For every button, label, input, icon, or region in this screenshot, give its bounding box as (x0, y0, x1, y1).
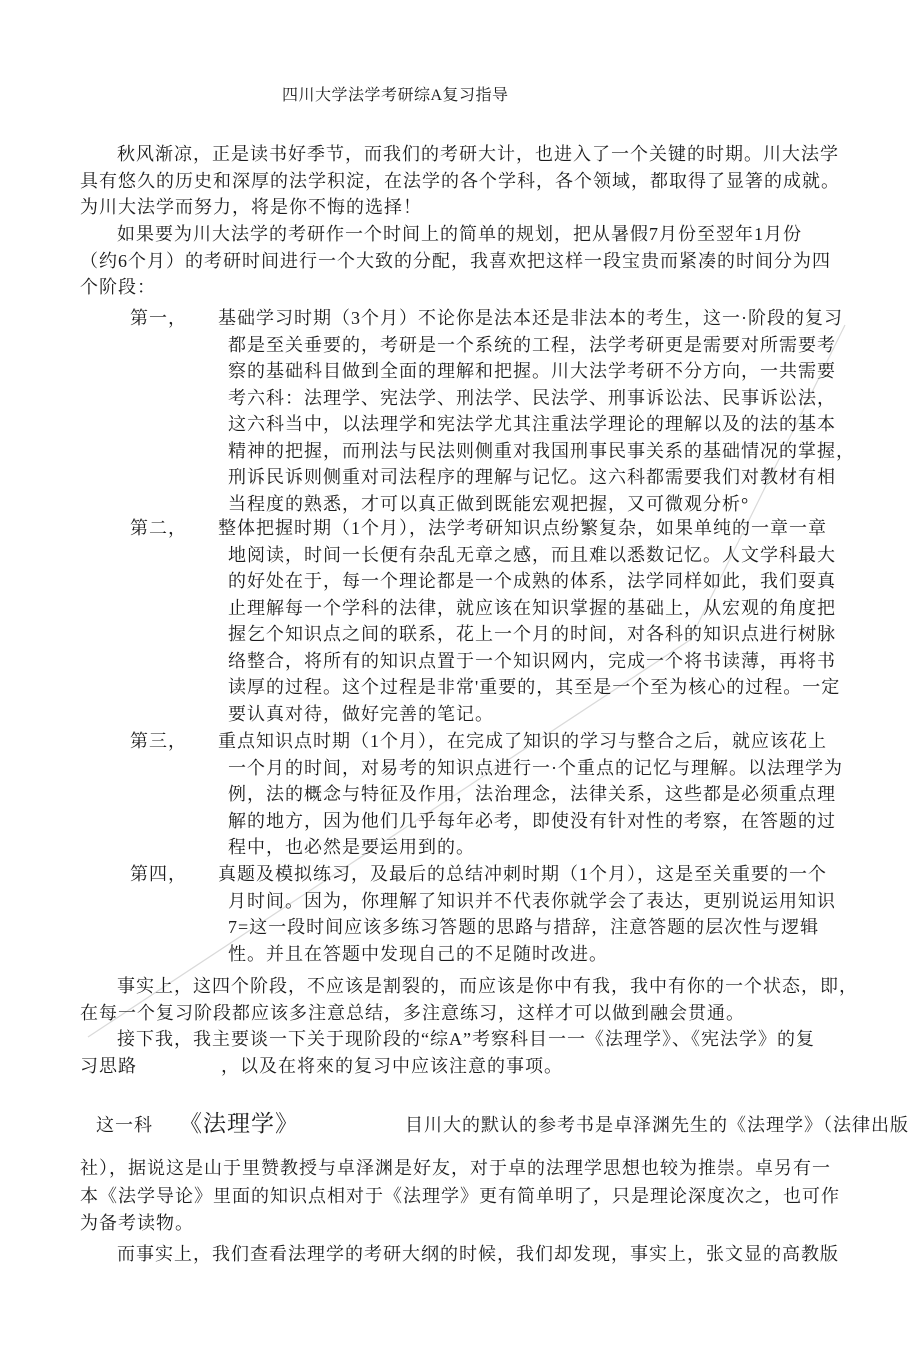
text-line: （约6个月）的考研时间进行一个大致的分配，我喜欢把这样一段宝贵而紧凑的时间分为四 (80, 250, 831, 271)
paragraph-reference-books (80, 1155, 852, 1238)
text-line: 接下我，我主要谈一下关于现阶段的“综A”考察科目一一《法理学》、《宪法学》的复 (117, 1029, 815, 1049)
list-item-number: 第三， (130, 731, 187, 751)
paragraph-plan (80, 221, 852, 301)
text-line: 读厚的过程。这个过程是非常'重要的，其至是一个至为核心的过程。一定 (228, 677, 841, 697)
text-line: 为川大法学而努力，将是你不悔的选择！ (80, 197, 422, 217)
text-line: 刑诉民诉则侧重对司法程序的理解与记忆。这六科都需要我们对教材有相 (228, 467, 836, 487)
text-line: 止理解每一个学科的法律，就应该在知识掌握的基础上，从宏观的角度把 (228, 597, 836, 618)
text-line: 解的地方，因为他们几乎每年必考，即使没有针对性的考察，在答题的过 (228, 810, 836, 831)
list-item-stage-1 (80, 305, 855, 517)
text-line: 7=这一段时间应该多练习答题的思路与措辞，注意答题的层次性与逻辑 (228, 917, 820, 937)
text-fragment: 习思路 (80, 1055, 137, 1076)
paragraph-transition (80, 1026, 852, 1079)
text-line: 一个月的时间，对易考的知识点进行一·个重点的记忆与理解。以法理学为 (228, 757, 843, 778)
list-item-stage-2 (80, 515, 852, 727)
text-line: 要认真对待，做好完善的笔记。 (228, 703, 494, 724)
text-line: 考六科：法理学、宪法学、刑法学、民法学、刑事诉讼法、民事诉讼法， (228, 387, 836, 408)
text-line: 程中，也必然是要运用到的。 (228, 837, 475, 857)
book-title: 《法理学》 (179, 1111, 299, 1136)
text-line: 事实上，这四个阶段，不应该是割裂的，而应该是你中有我，我中有你的一个状态，即， (117, 976, 858, 996)
text-line: 都是至关垂要的，考研是一个系统的工程，法学考研更是需要对所需要考 (228, 334, 836, 355)
text-fragment: 目川大的默认的参考书是卓泽渊先生的《法理学》（法律出版 (405, 1115, 909, 1135)
page-title: 四川大学法学考研综A复习指导 (282, 87, 509, 104)
text-line: 月时间。因为，你理解了知识并不代表你就学会了表达，更别说运用知识 (228, 890, 836, 911)
text-line: 基础学习时期（3个月）不论你是法本还是非法本的考生，这一·阶段的复习 (218, 308, 843, 328)
paragraph-outline (80, 1241, 852, 1268)
text-line: 为备考读物。 (80, 1213, 194, 1233)
list-item-stage-4 (80, 861, 852, 967)
text-line: 本《法学导论》里面的知识点相对于《法理学》更有简单明了，只是理论深度次之，也可作 (80, 1185, 840, 1206)
text-line: 个阶段： (80, 277, 156, 297)
text-line: 例，法的概念与特征及作用，法治理念，法律关系，这些都是必须重点理 (228, 784, 836, 804)
text-line: 察的基础科目做到全面的理解和把握。川大法学考研不分方向，一共需要 (228, 361, 836, 381)
text-line: 性。并且在答题中发现自己的不足随时改进。 (228, 943, 608, 964)
list-item-number: 第四， (130, 864, 187, 884)
text-line: 具有悠久的历史和深厚的法学积淀，在法学的各个学科，各个领域，都取得了显箸的成就。 (80, 170, 840, 191)
text-line: 络整合，将所有的知识点置于一个知识网内，完成一个将书读薄，再将书 (228, 650, 836, 671)
text-line: 而事实上，我们查看法理学的考研大纲的时候，我们却发现，事实上，张文显的高教版 (117, 1244, 839, 1264)
section-heading (80, 1105, 909, 1138)
text-line: 在每一个复习阶段都应该多注意总结，多注意练习，这样才可以做到融会贯通。 (80, 1002, 745, 1023)
text-line: 握乞个知识点之间的联系，花上一个月的时间，对各科的知识点进行树脉 (228, 624, 836, 644)
text-line: 重点知识点时期（1个月），在完成了知识的学习与整合之后，就应该花上 (218, 731, 827, 751)
text-line: 如果要为川大法学的考研作一个时间上的简单的规划，把从暑假7月份至翌年1月份 (117, 224, 802, 244)
list-item-stage-3 (80, 728, 852, 861)
text-line: 秋风渐凉，正是读书好季节，而我们的考研大计，也进入了一个关键的时期。川大法学 (117, 144, 839, 164)
text-line: 整体把握时期（1个月），法学考研知识点纷繁复杂，如果单纯的一章一章 (218, 518, 827, 538)
section-heading-prefix: 这一科 (96, 1115, 153, 1135)
text-line: 这六科当中，以法理学和宪法学尤其注重法学理论的理解以及的法的基本 (228, 414, 836, 434)
text-line: 精神的把握，而刑法与民法则侧重对我国刑事民事关系的基础情况的掌握， (228, 440, 855, 461)
paragraph-summary (80, 973, 858, 1026)
text-line: 的好处在于，每一个理论都是一个成熟的体系，法学同样如此，我们耍真 (228, 571, 836, 591)
list-item-number: 第一， (130, 308, 187, 328)
text-line: 真题及模拟练习，及最后的总结冲刺时期（1个月），这是至关重要的一个 (218, 864, 827, 884)
text-fragment: ，以及在将來的复习中应该注意的事项。 (221, 1055, 563, 1076)
text-line: 当程度的熟悉，才可以真正做到既能宏观把握，又可微观分析° (228, 493, 750, 514)
text-line: 社），据说这是山于里赞教授与卓泽渊是好友，对于卓的法理学思想也较为推崇。卓另有一 (80, 1158, 831, 1178)
paragraph-intro (80, 141, 852, 221)
list-item-number: 第二， (130, 518, 187, 538)
text-line: 地阅读，时间一长便有杂乱无章之感，而且难以悉数记忆。人文学科最大 (228, 544, 836, 565)
